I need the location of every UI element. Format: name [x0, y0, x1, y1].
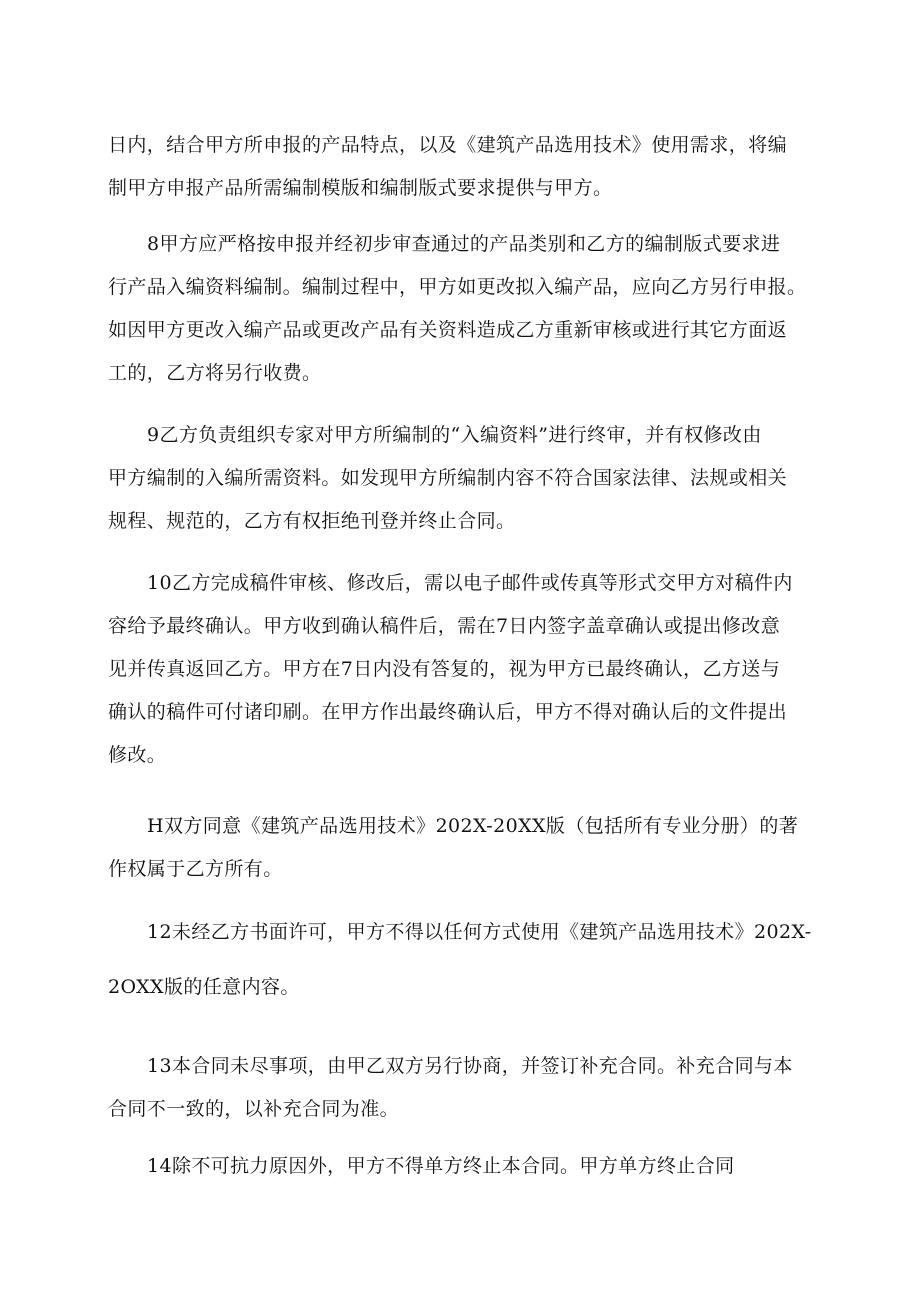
paragraph-continuation	[108, 124, 823, 210]
paragraph-item-14	[108, 1145, 823, 1188]
text-line: 2OXX版的任意内容。	[108, 976, 300, 998]
text-line: 制甲方申报产品所需编制模版和编制版式要求提供与甲方。	[108, 177, 613, 199]
text-line: 甲方编制的入编所需资料。如发现甲方所编制内容不符合国家法律、法规或相关	[108, 467, 788, 489]
paragraph-item-10	[108, 562, 823, 777]
paragraph-item-11	[108, 805, 823, 891]
paragraph-item-12	[108, 905, 823, 1015]
text-line: 8甲方应严格按申报并经初步审查通过的产品类别和乙方的编制版式要求进	[147, 233, 781, 255]
text-line: 9乙方负责组织专家对甲方所编制的“入编资料”进行终审，并有权修改由	[147, 424, 762, 446]
text-line: 如因甲方更改入编产品或更改产品有关资料造成乙方重新审核或进行其它方面返	[108, 319, 788, 341]
text-line: 确认的稿件可付诸印刷。在甲方作出最终确认后，甲方不得对确认后的文件提出	[108, 701, 788, 723]
text-line: 容给予最终确认。甲方收到确认稿件后，需在7日内签字盖章确认或提出修改意	[108, 615, 781, 637]
paragraph-item-8	[108, 223, 823, 395]
text-line: 12未经乙方书面许可，甲方不得以任何方式使用《建筑产品选用技术》202X-	[147, 921, 812, 943]
text-line: 14除不可抗力原因外，甲方不得单方终止本合同。甲方单方终止合同	[147, 1155, 735, 1177]
text-line: H双方同意《建筑产品选用技术》202X-20XX版（包括所有专业分册）的著	[147, 815, 799, 837]
text-line: 作权属于乙方所有。	[108, 858, 283, 880]
paragraph-item-9	[108, 414, 823, 543]
text-line: 10乙方完成稿件审核、修改后，需以电子邮件或传真等形式交甲方对稿件内	[147, 572, 793, 594]
text-line: 工的，乙方将另行收费。	[108, 362, 322, 384]
text-line: 见并传真返回乙方。甲方在7日内没有答复的，视为甲方已最终确认，乙方送与	[108, 658, 781, 680]
text-line: 修改。	[108, 744, 167, 766]
paragraph-item-13	[108, 1045, 823, 1131]
text-line: 合同不一致的，以补充合同为准。	[108, 1098, 400, 1120]
text-line: 13本合同未尽事项，由甲乙双方另行协商，并签订补充合同。补充合同与本	[147, 1055, 793, 1077]
text-line: 日内，结合甲方所申报的产品特点，以及《建筑产品选用技术》使用需求，将编	[108, 134, 788, 156]
text-line: 行产品入编资料编制。编制过程中，甲方如更改拟入编产品，应向乙方另行申报。	[108, 276, 807, 298]
text-line: 规程、规范的，乙方有权拒绝刊登并终止合同。	[108, 510, 516, 532]
